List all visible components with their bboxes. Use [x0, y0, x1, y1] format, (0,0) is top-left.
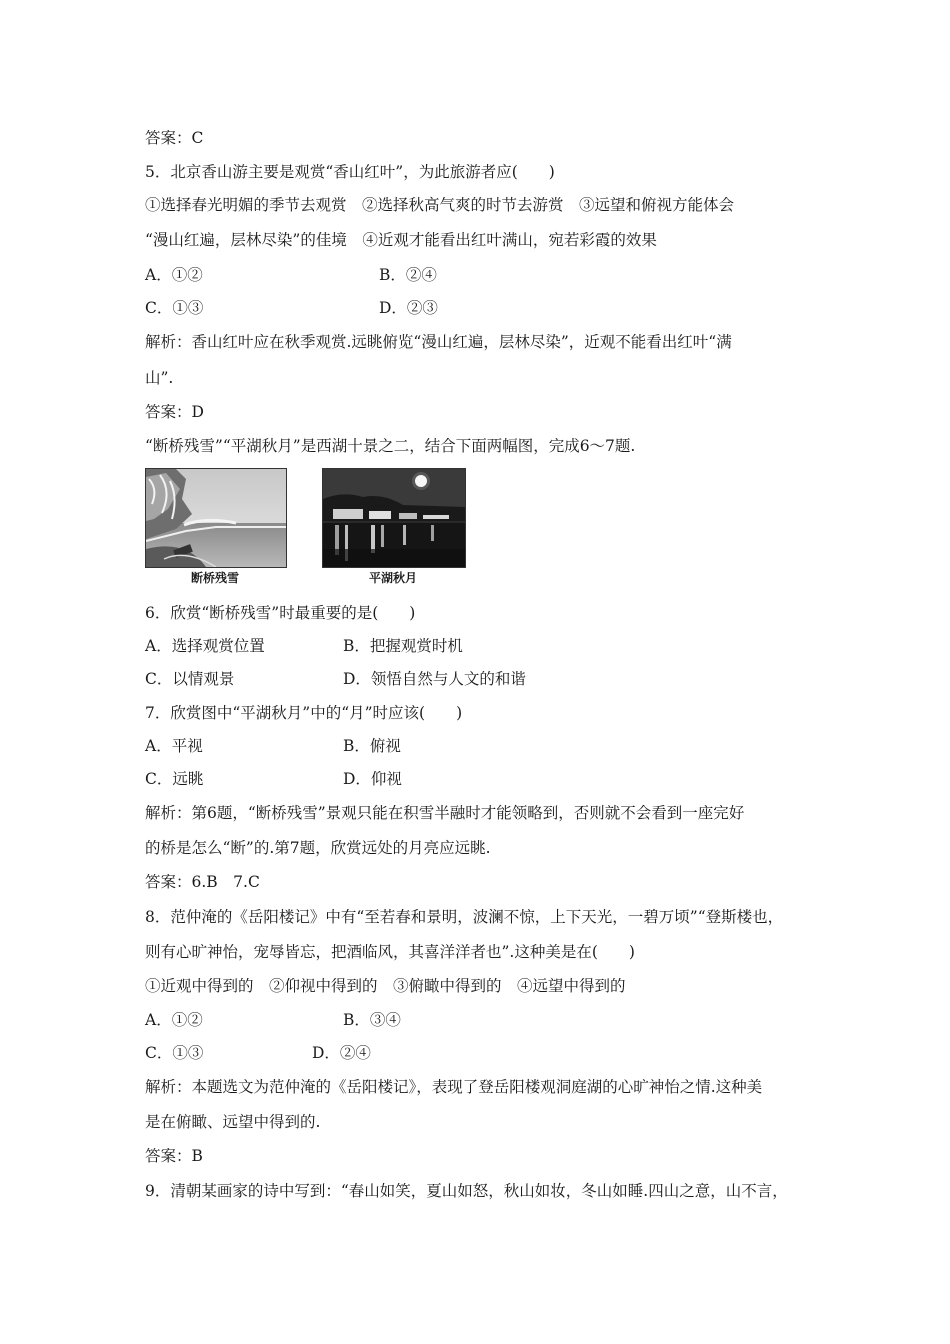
analysis-q8-cont: 是在俯瞰、远望中得到的.	[145, 1113, 321, 1131]
lake-moon-image	[323, 469, 465, 567]
analysis-q6-7: 解析：第6题，“断桥残雪”景观只能在积雪半融时才能领略到，否则就不会看到一座完好	[145, 804, 745, 822]
lake-moon-photo	[322, 468, 466, 568]
analysis-q5: 解析：香山红叶应在秋季观赏.远眺俯览“漫山红遍，层林尽染”，近观不能看出红叶“满	[145, 333, 732, 351]
question-9: 9．清朝某画家的诗中写到：“春山如笑，夏山如怒，秋山如妆，冬山如睡.四山之意，山不言，	[145, 1182, 788, 1200]
q8-option-c: C．①③	[145, 1044, 204, 1062]
answer-q5: 答案：D	[145, 403, 204, 421]
answer-line-q4: 答案：C	[145, 129, 204, 147]
q6-option-b: B．把握观赏时机	[343, 637, 463, 655]
analysis-q6-7-cont: 的桥是怎么“断”的.第7题，欣赏远处的月亮应远眺.	[145, 839, 491, 857]
q5-option-b: B．②④	[379, 266, 437, 284]
snow-bridge-image	[146, 469, 286, 567]
analysis-q5-cont: 山”.	[145, 369, 174, 387]
q6-option-d: D．领悟自然与人文的和谐	[343, 670, 526, 688]
right-photo-caption: 平湖秋月	[368, 571, 417, 585]
question-5: 5．北京香山游主要是观赏“香山红叶”，为此旅游者应( )	[145, 163, 555, 181]
question-5-statements: ①选择春光明媚的季节去观赏 ②选择秋高气爽的时节去游赏 ③远望和俯视方能体会	[145, 196, 735, 214]
q7-option-c: C．远眺	[145, 770, 204, 788]
q7-option-a: A．平视	[145, 737, 203, 755]
q6-option-a: A．选择观赏位置	[145, 637, 265, 655]
question-5-statements-cont: “漫山红遍，层林尽染”的佳境 ④近观才能看出红叶满山，宛若彩霞的效果	[145, 231, 657, 249]
q7-option-d: D．仰视	[343, 770, 402, 788]
answer-q8: 答案：B	[145, 1147, 203, 1165]
answer-q6-7: 答案：6.B 7.C	[145, 873, 260, 891]
q5-option-c: C．①③	[145, 299, 204, 317]
left-photo-caption: 断桥残雪	[190, 571, 239, 585]
intro-q6-7: “断桥残雪”“平湖秋月”是西湖十景之二，结合下面两幅图，完成6～7题.	[145, 437, 636, 455]
question-7: 7．欣赏图中“平湖秋月”中的“月”时应该( )	[145, 704, 463, 722]
q8-option-a: A．①②	[145, 1011, 203, 1029]
question-8: 8．范仲淹的《岳阳楼记》中有“至若春和景明，波澜不惊，上下天光，一碧万顷”“登斯楼也，	[145, 908, 784, 926]
q8-option-d: D．②④	[312, 1044, 371, 1062]
question-8-cont: 则有心旷神怡，宠辱皆忘，把酒临风，其喜洋洋者也”.这种美是在( )	[145, 943, 635, 961]
question-6: 6．欣赏“断桥残雪”时最重要的是( )	[145, 604, 416, 622]
q5-option-d: D．②③	[379, 299, 438, 317]
analysis-q8: 解析：本题选文为范仲淹的《岳阳楼记》，表现了登岳阳楼观洞庭湖的心旷神怡之情.这种美	[145, 1078, 763, 1096]
q8-option-b: B．③④	[343, 1011, 401, 1029]
q7-option-b: B．俯视	[343, 737, 401, 755]
q6-option-c: C．以情观景	[145, 670, 235, 688]
q5-option-a: A．①②	[145, 266, 203, 284]
question-8-statements: ①近观中得到的 ②仰视中得到的 ③俯瞰中得到的 ④远望中得到的	[145, 977, 626, 995]
snow-bridge-photo	[145, 468, 287, 568]
